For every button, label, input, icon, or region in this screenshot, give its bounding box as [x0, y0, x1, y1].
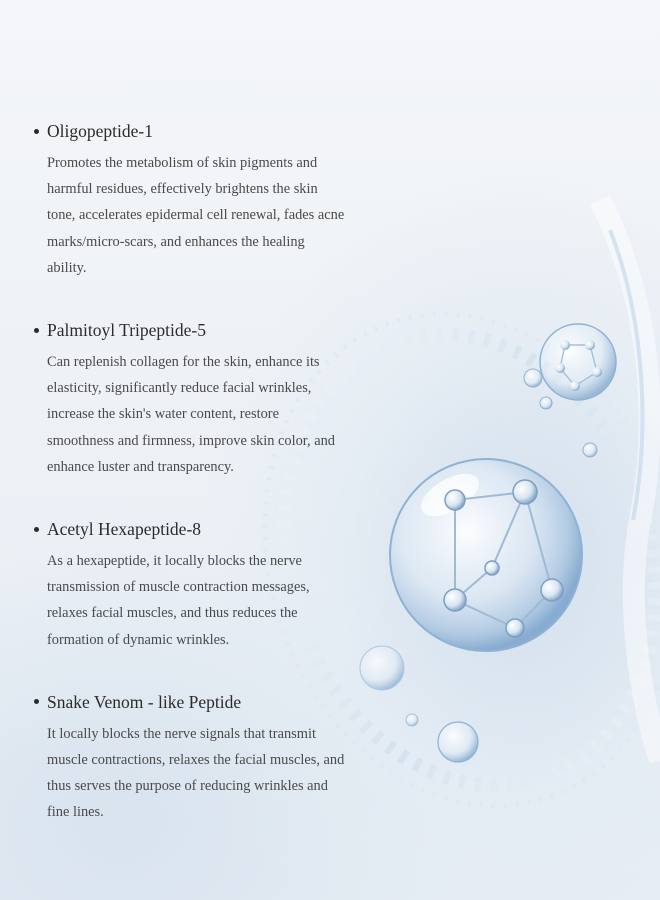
peptide-description: Can replenish collagen for the skin, enhance its elasticity, significantly reduce facial wrinkles, increase the skin's water content, restore smoothness and firmness, improve skin color, and enhance luster and transparency.	[47, 354, 335, 475]
peptide-title	[34, 691, 364, 713]
peptide-item-oligopeptide-1	[34, 120, 364, 281]
peptide-title	[34, 518, 364, 540]
peptide-name: Snake Venom - like Peptide	[47, 691, 242, 712]
peptide-description: Promotes the metabolism of skin pigments and harmful residues, effectively brightens the skin tone, accelerates epidermal cell renewal, fades acne marks/micro-scars, and enhances the healing ability.	[47, 155, 345, 276]
peptide-name: Palmitoyl Tripeptide-5	[47, 320, 206, 341]
peptide-name: Acetyl Hexapeptide-8	[47, 519, 202, 540]
peptide-description: As a hexapeptide, it locally blocks the nerve transmission of muscle contraction messages, relaxes facial muscles, and thus reduces the formation of dynamic wrinkles.	[47, 553, 310, 648]
peptide-item-palmitoyl-tripeptide-5	[34, 319, 364, 480]
bullet-icon	[34, 328, 39, 333]
molecule-bubble	[390, 459, 582, 651]
peptide-list	[34, 120, 364, 864]
peptide-item-acetyl-hexapeptide-8	[34, 518, 364, 653]
peptide-item-snake-venom-like-peptide	[34, 691, 364, 826]
small-molecule-bubble	[540, 324, 616, 400]
bullet-icon	[34, 527, 39, 532]
bullet-icon	[34, 129, 39, 134]
peptide-name: Oligopeptide-1	[47, 121, 153, 141]
peptide-title	[34, 319, 364, 341]
peptide-description: It locally blocks the nerve signals that transmit muscle contractions, relaxes the facial muscles, and thus serves the purpose of reducing wrinkles and fine lines.	[47, 725, 345, 821]
peptide-title	[34, 120, 364, 142]
bullet-icon	[34, 699, 39, 704]
